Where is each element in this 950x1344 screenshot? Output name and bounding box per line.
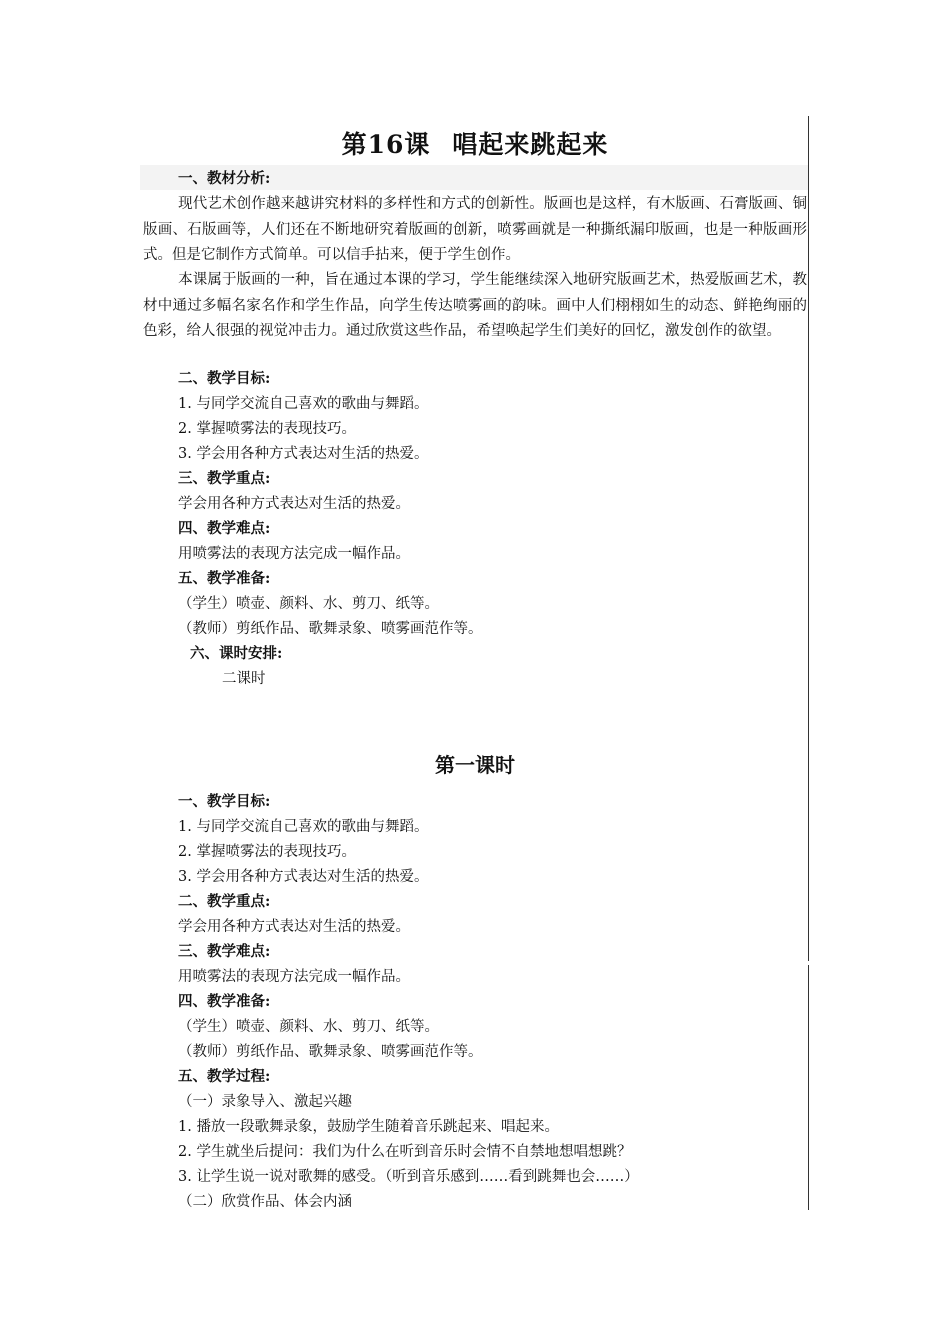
list-item: （教师）剪纸作品、歌舞录象、喷雾画范作等。 — [178, 621, 483, 637]
section-heading: 三、教学重点: — [178, 470, 271, 487]
section-heading: 一、教学目标: — [178, 793, 271, 810]
list-item: 1. 与同学交流自己喜欢的歌曲与舞蹈。 — [178, 396, 429, 412]
list-item: 2. 学生就坐后提问：我们为什么在听到音乐时会情不自禁地想唱想跳？ — [178, 1144, 632, 1160]
list-item: 3. 让学生说一说对歌舞的感受。（听到音乐感到……看到跳舞也会……） — [178, 1169, 639, 1185]
paragraph: 本课属于版画的一种，旨在通过本课的学习，学生能继续深入地研究版画艺术，热爱版画艺术，教材中通过多幅名家名作和学生作品，向学生传达喷雾画的韵味。画中人们栩栩如生的动态、鲜艳绚丽的色彩，给人很强的视觉冲击力。通过欣赏这些作品，希望唤起学生们美好的回忆，激发创作的欲望。 — [143, 272, 807, 339]
list-item: （教师）剪纸作品、歌舞录象、喷雾画范作等。 — [178, 1044, 483, 1060]
section-heading: 五、教学过程: — [178, 1068, 271, 1085]
text-line: 用喷雾法的表现方法完成一幅作品。 — [178, 969, 410, 985]
list-item: 2. 掌握喷雾法的表现技巧。 — [178, 421, 356, 437]
section-heading: 五、教学准备: — [178, 570, 271, 587]
section-heading: 一、教材分析: — [178, 170, 271, 187]
text-line: 学会用各种方式表达对生活的热爱。 — [178, 496, 410, 512]
section-heading: 二、教学目标: — [178, 370, 271, 387]
lesson-number: 第16课 — [341, 130, 431, 159]
paragraph: 现代艺术创作越来越讲究材料的多样性和方式的创新性。版画也是这样，有木版画、石膏版画、铜版画、石版画等，人们还在不断地研究着版画的创新，喷雾画就是一种撕纸漏印版画，也是一种版画形式。但是它制作方式简单。可以信手拈来，便于学生创作。 — [143, 196, 807, 263]
section-title: 第一课时 — [435, 753, 515, 777]
lesson-name: 唱起来跳起来 — [452, 130, 609, 159]
list-item: 3. 学会用各种方式表达对生活的热爱。 — [178, 446, 429, 462]
text-line: 学会用各种方式表达对生活的热爱。 — [178, 919, 410, 935]
list-item: 1. 播放一段歌舞录象，鼓励学生随着音乐跳起来、唱起来。 — [178, 1119, 559, 1135]
section-heading: 三、教学难点: — [178, 943, 271, 960]
text-line: 用喷雾法的表现方法完成一幅作品。 — [178, 546, 410, 562]
list-item: （学生）喷壶、颜料、水、剪刀、纸等。 — [178, 596, 439, 612]
text-line: 二课时 — [222, 671, 266, 687]
list-item: 1. 与同学交流自己喜欢的歌曲与舞蹈。 — [178, 819, 429, 835]
list-item: 2. 掌握喷雾法的表现技巧。 — [178, 844, 356, 860]
page-border-line — [808, 965, 809, 1210]
page-title — [0, 125, 950, 161]
section-heading: 四、教学难点: — [178, 520, 271, 537]
section-heading: 二、教学重点: — [178, 893, 271, 910]
list-item: （二）欣赏作品、体会内涵 — [178, 1194, 352, 1210]
list-item: （学生）喷壶、颜料、水、剪刀、纸等。 — [178, 1019, 439, 1035]
list-item: （一）录象导入、激起兴趣 — [178, 1094, 352, 1110]
section-heading: 六、课时安排: — [190, 645, 283, 662]
list-item: 3. 学会用各种方式表达对生活的热爱。 — [178, 869, 429, 885]
section-heading: 四、教学准备: — [178, 993, 271, 1010]
page-border-line — [808, 116, 809, 961]
